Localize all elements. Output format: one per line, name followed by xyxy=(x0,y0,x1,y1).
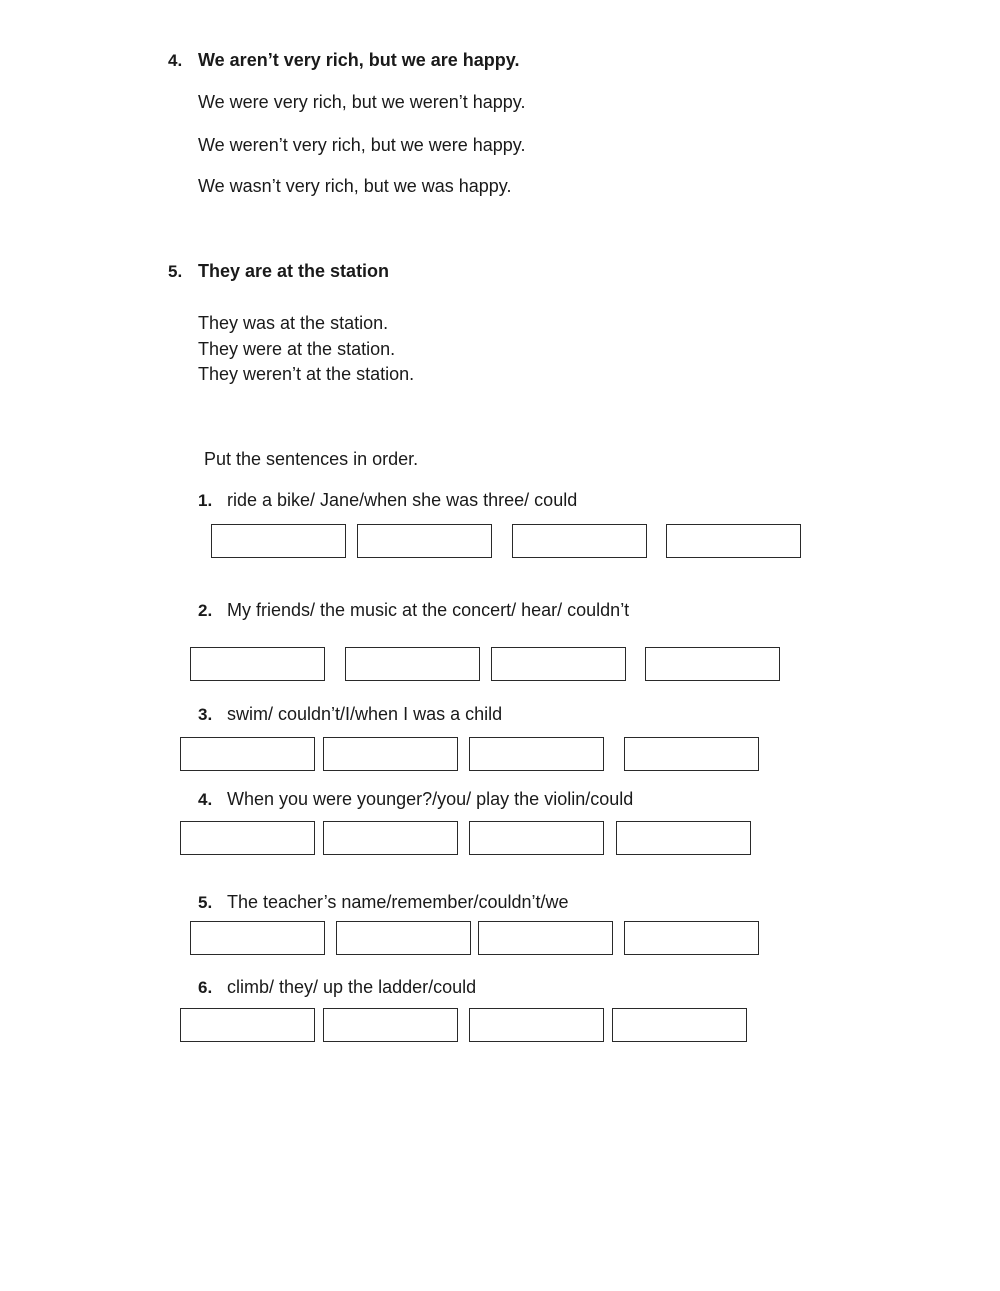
question-5-prompt: They are at the station xyxy=(198,261,390,281)
answer-box-6-3[interactable] xyxy=(469,1008,604,1042)
answer-box-5-2[interactable] xyxy=(336,921,471,955)
answer-box-3-3[interactable] xyxy=(469,737,604,771)
ordering-item-1-number: 1. xyxy=(198,491,213,510)
answer-box-4-4[interactable] xyxy=(616,821,751,855)
ordering-item-2-number: 2. xyxy=(198,601,213,620)
question-5-option-c[interactable]: They weren’t at the station. xyxy=(198,364,415,384)
answer-box-6-4[interactable] xyxy=(612,1008,747,1042)
ordering-item-2 xyxy=(198,600,629,621)
question-4-option-c[interactable]: We wasn’t very rich, but we was happy. xyxy=(198,176,512,196)
answer-box-1-1[interactable] xyxy=(211,524,346,558)
answer-box-3-2[interactable] xyxy=(323,737,458,771)
answer-box-3-4[interactable] xyxy=(624,737,759,771)
ordering-instruction: Put the sentences in order. xyxy=(204,449,419,469)
answer-box-2-3[interactable] xyxy=(491,647,626,681)
ordering-item-1 xyxy=(198,490,577,511)
answer-box-2-1[interactable] xyxy=(190,647,325,681)
ordering-item-5 xyxy=(198,892,569,913)
ordering-item-3-number: 3. xyxy=(198,705,213,724)
ordering-item-2-text: My friends/ the music at the concert/ hear/ couldn’t xyxy=(227,600,630,620)
question-4-option-b[interactable]: We weren’t very rich, but we were happy. xyxy=(198,135,526,155)
ordering-item-4-text: When you were younger?/you/ play the violin/could xyxy=(227,789,634,809)
ordering-item-5-number: 5. xyxy=(198,893,213,912)
question-5-number: 5. xyxy=(168,262,183,281)
answer-box-6-1[interactable] xyxy=(180,1008,315,1042)
ordering-item-6 xyxy=(198,977,476,998)
answer-box-6-2[interactable] xyxy=(323,1008,458,1042)
question-4-number: 4. xyxy=(168,51,183,70)
question-4-option-a[interactable]: We were very rich, but we weren’t happy. xyxy=(198,92,526,112)
answer-box-3-1[interactable] xyxy=(180,737,315,771)
answer-box-2-4[interactable] xyxy=(645,647,780,681)
answer-box-1-2[interactable] xyxy=(357,524,492,558)
ordering-item-1-text: ride a bike/ Jane/when she was three/ could xyxy=(227,490,578,510)
ordering-item-4-number: 4. xyxy=(198,790,213,809)
ordering-item-3 xyxy=(198,704,502,725)
question-4-prompt: We aren’t very rich, but we are happy. xyxy=(198,50,520,70)
ordering-item-6-text: climb/ they/ up the ladder/could xyxy=(227,977,477,997)
ordering-item-6-number: 6. xyxy=(198,978,213,997)
answer-box-4-1[interactable] xyxy=(180,821,315,855)
answer-box-5-4[interactable] xyxy=(624,921,759,955)
ordering-item-4 xyxy=(198,789,633,810)
answer-box-1-3[interactable] xyxy=(512,524,647,558)
answer-box-2-2[interactable] xyxy=(345,647,480,681)
ordering-item-3-text: swim/ couldn’t/I/when I was a child xyxy=(227,704,503,724)
answer-box-4-3[interactable] xyxy=(469,821,604,855)
answer-box-5-3[interactable] xyxy=(478,921,613,955)
question-5-option-b[interactable]: They were at the station. xyxy=(198,339,396,359)
ordering-item-5-text: The teacher’s name/remember/couldn’t/we xyxy=(227,892,569,912)
answer-box-4-2[interactable] xyxy=(323,821,458,855)
answer-box-5-1[interactable] xyxy=(190,921,325,955)
question-5-option-a[interactable]: They was at the station. xyxy=(198,313,389,333)
answer-box-1-4[interactable] xyxy=(666,524,801,558)
